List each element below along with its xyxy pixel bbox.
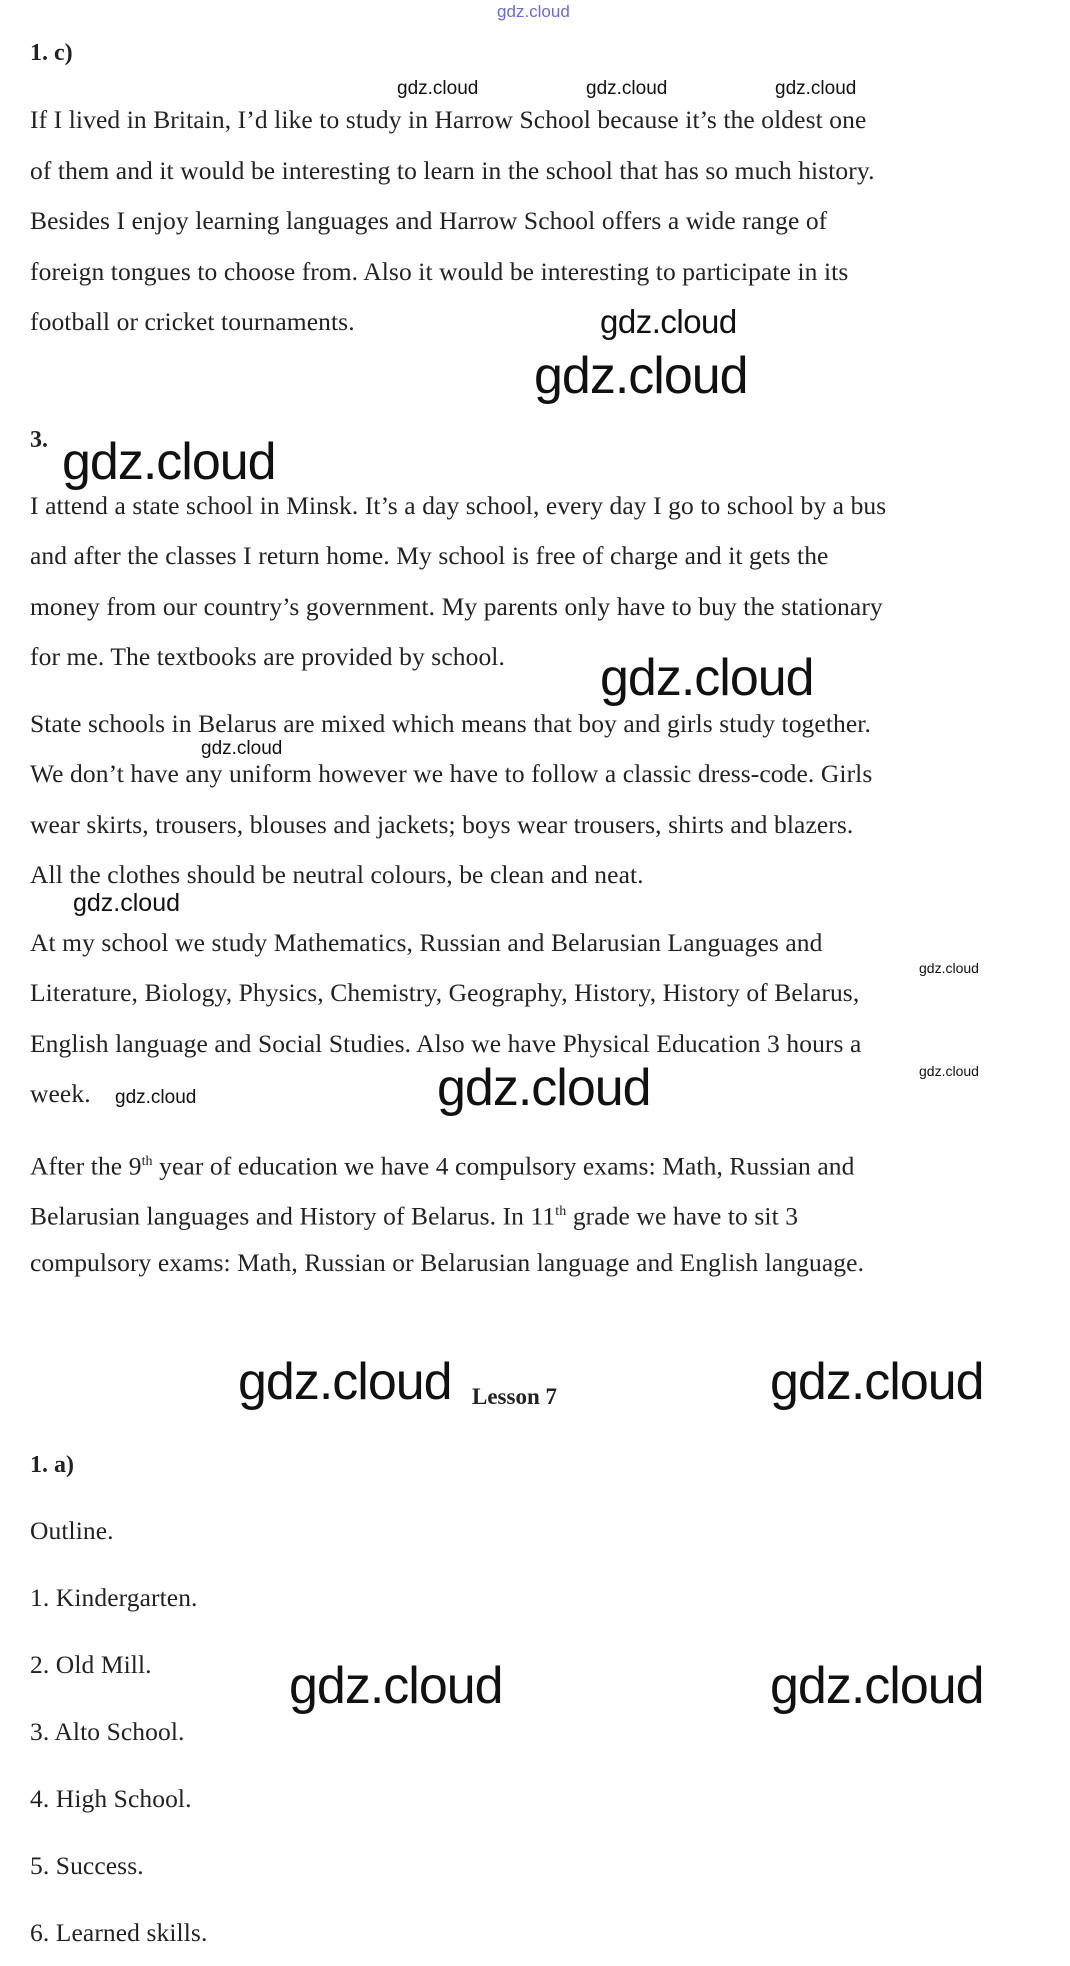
outline-item: 4. High School. bbox=[30, 1784, 192, 1813]
section-heading: 3. bbox=[30, 427, 48, 453]
outline-item: 5. Success. bbox=[30, 1851, 144, 1880]
text-line: Literature, Biology, Physics, Chemistry, Geography, History, History of Belarus, bbox=[30, 978, 860, 1007]
watermark: gdz.cloud bbox=[62, 433, 276, 491]
section-heading: 1. a) bbox=[30, 1452, 74, 1478]
watermark: gdz.cloud bbox=[600, 303, 737, 340]
outline-label: Outline. bbox=[30, 1516, 114, 1545]
text-span: After the 9 bbox=[30, 1151, 142, 1181]
watermark: gdz.cloud bbox=[201, 738, 283, 759]
watermark: gdz.cloud bbox=[586, 78, 668, 99]
watermark: gdz.cloud bbox=[770, 1657, 984, 1715]
outline-item: 1. Kindergarten. bbox=[30, 1583, 198, 1612]
text-line: football or cricket tournaments. bbox=[30, 307, 355, 336]
watermark: gdz.cloud bbox=[919, 1063, 979, 1079]
outline-item: 6. Learned skills. bbox=[30, 1918, 208, 1947]
text-span: year of education we have 4 compulsory exams: Math, Russian and bbox=[152, 1151, 855, 1181]
watermark: gdz.cloud bbox=[919, 960, 979, 976]
watermark: gdz.cloud bbox=[73, 889, 181, 917]
text-line: money from our country’s government. My parents only have to buy the stationary bbox=[30, 592, 883, 621]
text-line: compulsory exams: Math, Russian or Belarusian language and English language. bbox=[30, 1248, 865, 1277]
superscript: th bbox=[141, 1154, 153, 1169]
watermark: gdz.cloud bbox=[238, 1353, 452, 1411]
text-line bbox=[30, 1147, 854, 1182]
text-line: At my school we study Mathematics, Russian and Belarusian Languages and bbox=[30, 928, 823, 957]
lesson-title: Lesson 7 bbox=[472, 1384, 557, 1409]
text-span: Belarusian languages and History of Belarus. In 11 bbox=[30, 1201, 556, 1231]
text-line: week. bbox=[30, 1079, 91, 1108]
text-line: All the clothes should be neutral colours, be clean and neat. bbox=[30, 860, 644, 889]
watermark: gdz.cloud bbox=[770, 1353, 984, 1411]
text-line bbox=[30, 1197, 798, 1232]
watermark: gdz.cloud bbox=[115, 1087, 197, 1108]
text-line: If I lived in Britain, I’d like to study in Harrow School because it’s the oldest one bbox=[30, 105, 867, 134]
text-line: We don’t have any uniform however we have to follow a classic dress-code. Girls bbox=[30, 759, 873, 788]
text-line: of them and it would be interesting to learn in the school that has so much history. bbox=[30, 156, 875, 185]
watermark: gdz.cloud bbox=[600, 649, 814, 707]
outline-item: 2. Old Mill. bbox=[30, 1650, 152, 1679]
watermark: gdz.cloud bbox=[437, 1059, 651, 1117]
outline-item: 3. Alto School. bbox=[30, 1717, 185, 1746]
watermark: gdz.cloud bbox=[775, 78, 857, 99]
text-line: for me. The textbooks are provided by school. bbox=[30, 642, 505, 671]
text-line: and after the classes I return home. My school is free of charge and it gets the bbox=[30, 541, 829, 570]
text-line: Besides I enjoy learning languages and Harrow School offers a wide range of bbox=[30, 206, 828, 235]
text-line: English language and Social Studies. Also we have Physical Education 3 hours a bbox=[30, 1029, 862, 1058]
text-line: State schools in Belarus are mixed which means that boy and girls study together. bbox=[30, 709, 871, 738]
watermark: gdz.cloud bbox=[534, 347, 748, 405]
watermark: gdz.cloud bbox=[397, 78, 479, 99]
text-line: foreign tongues to choose from. Also it would be interesting to participate in its bbox=[30, 257, 849, 286]
text-line: I attend a state school in Minsk. It’s a day school, every day I go to school by a bus bbox=[30, 491, 887, 520]
top-watermark-link[interactable]: gdz.cloud bbox=[497, 2, 570, 21]
watermark: gdz.cloud bbox=[289, 1657, 503, 1715]
superscript: th bbox=[555, 1204, 567, 1219]
section-heading: 1. c) bbox=[30, 40, 73, 66]
text-line: wear skirts, trousers, blouses and jackets; boys wear trousers, shirts and blazers. bbox=[30, 810, 854, 839]
text-span: grade we have to sit 3 bbox=[566, 1201, 799, 1231]
